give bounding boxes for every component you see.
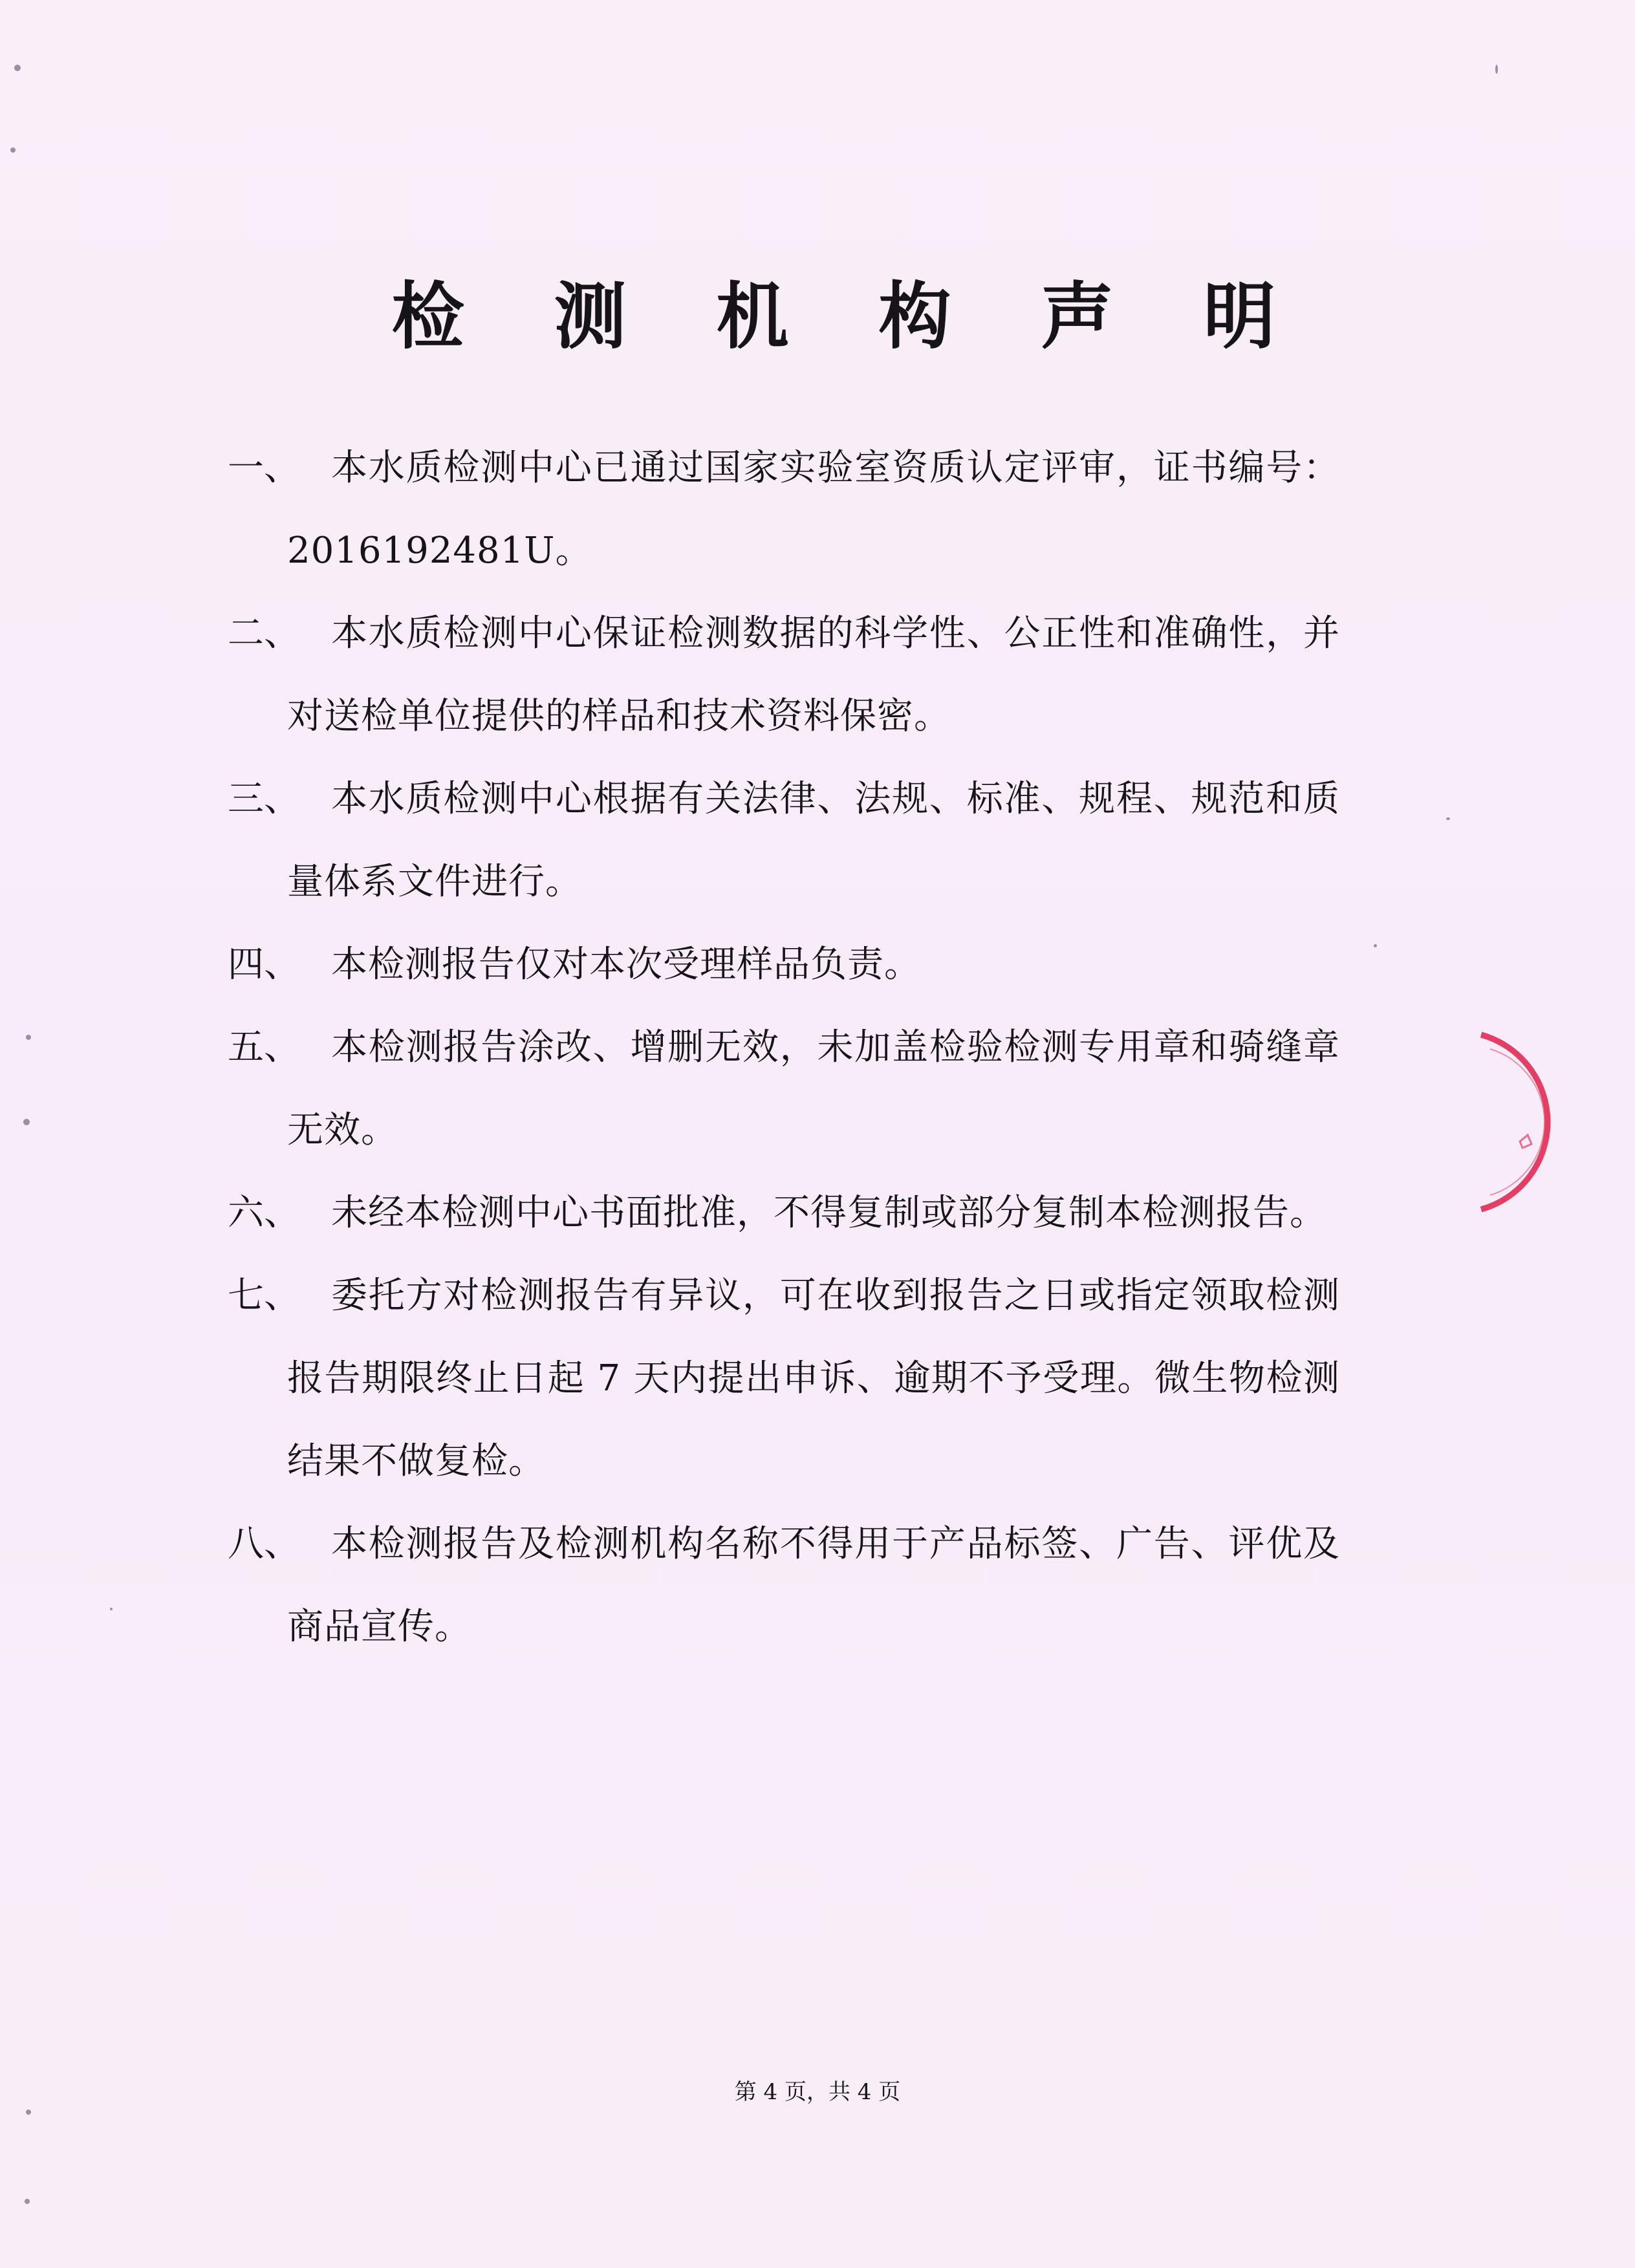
scan-speck — [1446, 817, 1450, 820]
clause-number: 八、 — [228, 1523, 300, 1565]
clause-text: 本检测报告及检测机构名称不得用于产品标签、广告、评优及商品宣传。 — [287, 1523, 1340, 1648]
clause-number: 四、 — [228, 944, 300, 986]
scan-speck — [14, 65, 21, 71]
partial-seal-stamp — [1475, 1022, 1604, 1216]
clause-1 — [228, 427, 1340, 592]
clause-text: 委托方对检测报告有异议，可在收到报告之日或指定领取检测报告期限终止日起 7 天内提出申诉、逾期不予受理。微生物检测结果不做复检。 — [287, 1275, 1340, 1482]
clause-text: 本水质检测中心已通过国家实验室资质认定评审，证书编号：2016192481U。 — [287, 447, 1340, 572]
clause-7 — [228, 1255, 1340, 1503]
page-number-footer: 第 4 页，共 4 页 — [734, 2079, 901, 2105]
scan-speck — [1374, 944, 1377, 947]
scan-speck — [110, 1608, 113, 1610]
clause-5 — [228, 1006, 1340, 1172]
scan-speck — [25, 2199, 30, 2204]
clause-8 — [228, 1503, 1340, 1669]
document-title: 检 测 机 构 声 明 — [391, 274, 1308, 359]
clause-text: 本水质检测中心保证检测数据的科学性、公正性和准确性，并对送检单位提供的样品和技术资料保密。 — [287, 612, 1340, 737]
clause-6 — [228, 1172, 1340, 1255]
scan-speck — [26, 1035, 31, 1040]
scan-speck — [23, 1119, 30, 1125]
clause-number: 三、 — [228, 778, 300, 820]
clause-4 — [228, 923, 1340, 1006]
clause-3 — [228, 758, 1340, 923]
clause-number: 七、 — [228, 1275, 300, 1317]
scan-speck — [26, 2110, 31, 2115]
scan-speck — [10, 147, 16, 153]
clause-text: 本检测报告涂改、增删无效，未加盖检验检测专用章和骑缝章无效。 — [287, 1026, 1340, 1151]
declaration-clauses — [228, 427, 1340, 1669]
clause-2 — [228, 592, 1340, 758]
clause-number: 二、 — [228, 612, 300, 654]
clause-text: 本检测报告仅对本次受理样品负责。 — [331, 944, 921, 986]
scan-speck — [1495, 65, 1498, 74]
clause-number: 五、 — [228, 1026, 300, 1068]
clause-text: 未经本检测中心书面批准，不得复制或部分复制本检测报告。 — [331, 1192, 1326, 1234]
clause-number: 六、 — [228, 1192, 300, 1234]
clause-number: 一、 — [228, 447, 300, 489]
clause-text: 本水质检测中心根据有关法律、法规、标准、规程、规范和质量体系文件进行。 — [287, 778, 1340, 903]
